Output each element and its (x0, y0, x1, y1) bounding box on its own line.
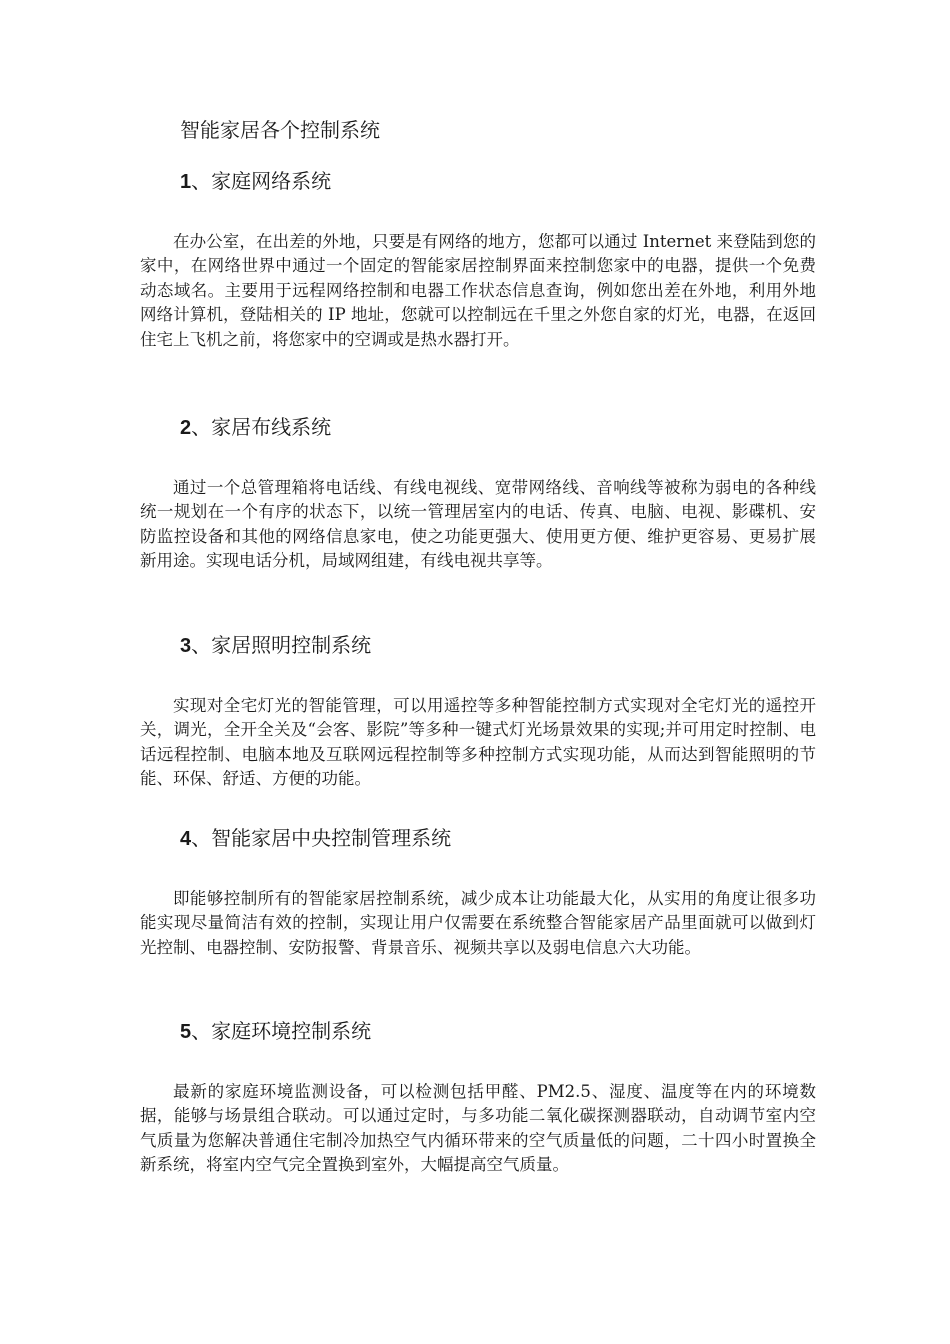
section-heading (180, 824, 816, 853)
section-paragraph: 在办公室，在出差的外地，只要是有网络的地方，您都可以通过 Internet 来登陆到您的家中，在网络世界中通过一个固定的智能家居控制界面来控制您家中的电器，提供一个免费动态域名。主要用于远程网络控制和电器工作状态信息查询，例如您出差在外地，利用外地网络计算机，登陆相关的 IP 地址，您就可以控制远在千里之外您自家的灯光，电器，在返回住宅上飞机之前，将您家中的空调或是热水器打开。 (140, 232, 816, 349)
section-paragraph: 即能够控制所有的智能家居控制系统，减少成本让功能最大化，从实用的角度让很多功能实现尽量简洁有效的控制，实现让用户仅需要在系统整合智能家居产品里面就可以做到灯光控制、电器控制、安防报警、背景音乐、视频共享以及弱电信息六大功能。 (140, 889, 816, 957)
section-number: 5 (180, 1021, 192, 1043)
section-home-wiring (140, 413, 816, 574)
section-paragraph: 通过一个总管理箱将电话线、有线电视线、宽带网络线、音响线等被称为弱电的各种线统一规划在一个有序的状态下，以统一管理居室内的电话、传真、电脑、电视、影碟机、安防监控设备和其他的网络信息家电，使之功能更强大、使用更方便、维护更容易、更易扩展新用途。实现电话分机，局域网组建，有线电视共享等。 (140, 478, 816, 571)
section-title: 、智能家居中央控制管理系统 (191, 826, 452, 850)
section-home-network (140, 167, 816, 352)
section-number: 4 (180, 828, 192, 850)
section-heading (180, 631, 816, 660)
section-title: 、家庭环境控制系统 (191, 1019, 372, 1043)
section-environment-control (140, 1017, 816, 1178)
section-number: 2 (180, 417, 192, 439)
section-heading (180, 167, 816, 196)
section-central-control (140, 824, 816, 960)
document-title: 智能家居各个控制系统 (180, 118, 380, 142)
section-title: 、家庭网络系统 (191, 169, 332, 193)
section-number: 1 (180, 171, 192, 193)
section-title: 、家居布线系统 (191, 415, 332, 439)
section-heading (180, 413, 816, 442)
section-title: 、家居照明控制系统 (191, 633, 372, 657)
section-lighting-control (140, 631, 816, 792)
section-heading (180, 1017, 816, 1046)
section-paragraph: 最新的家庭环境监测设备，可以检测包括甲醛、PM2.5、湿度、温度等在内的环境数据，能够与场景组合联动。可以通过定时，与多功能二氧化碳探测器联动，自动调节室内空气质量为您解决普通住宅制冷加热空气内循环带来的空气质量低的问题，二十四小时置换全新系统，将室内空气完全置换到室外，大幅提高空气质量。 (140, 1082, 816, 1175)
section-number: 3 (180, 635, 192, 657)
section-paragraph: 实现对全宅灯光的智能管理，可以用遥控等多种智能控制方式实现对全宅灯光的遥控开关，调光，全开全关及“会客、影院”等多种一键式灯光场景效果的实现;并可用定时控制、电话远程控制、电脑本地及互联网远程控制等多种控制方式实现功能，从而达到智能照明的节能、环保、舒适、方便的功能。 (140, 696, 816, 789)
